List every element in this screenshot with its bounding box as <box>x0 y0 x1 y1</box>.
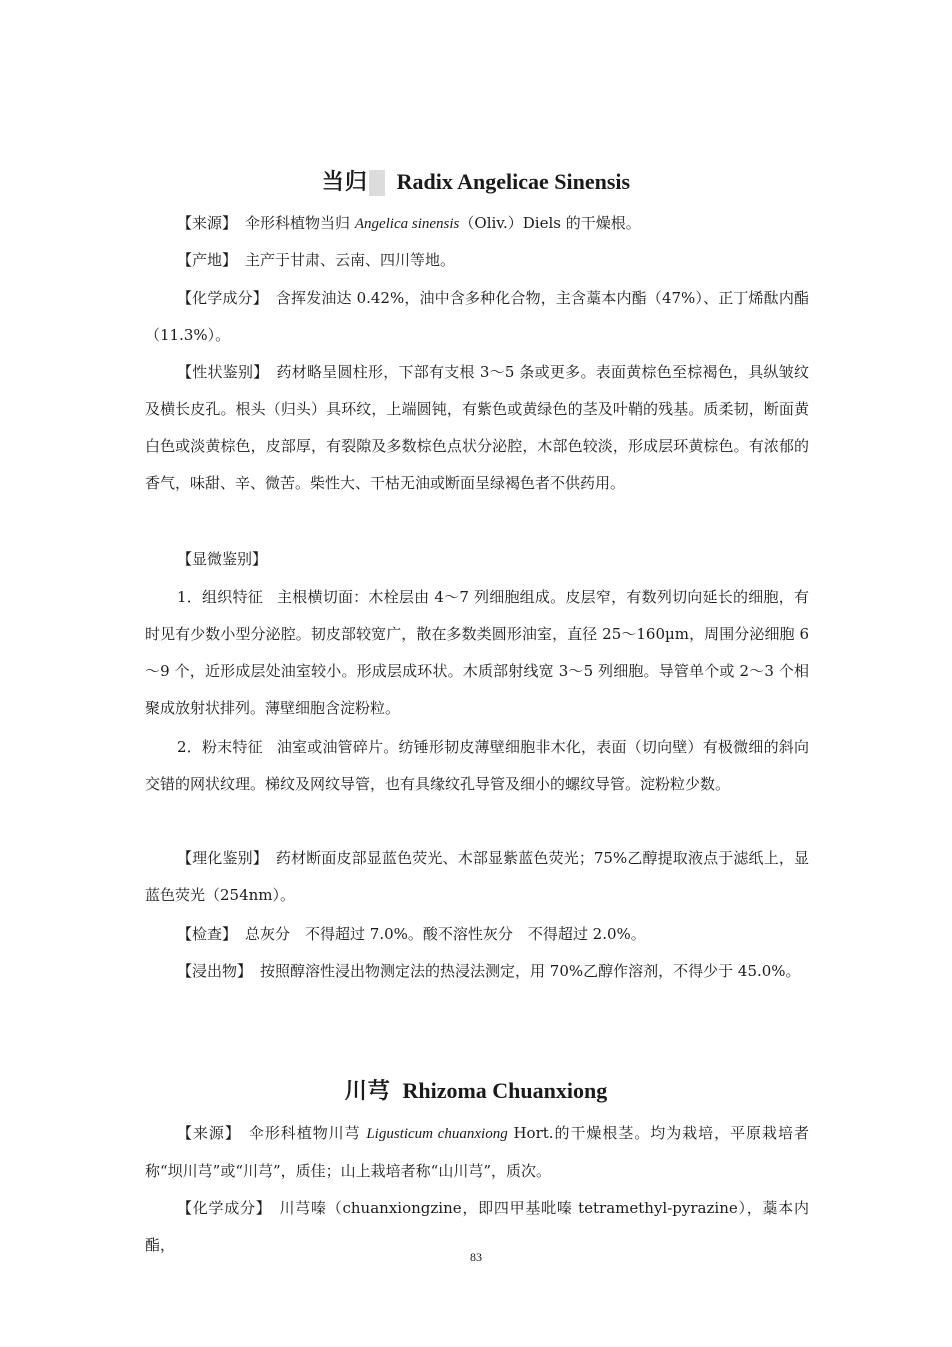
physicochemical-section <box>145 840 809 914</box>
powder-features-paragraph <box>145 729 809 803</box>
subsection-label: 2．粉末特征 <box>177 738 263 756</box>
extractives-section <box>145 953 809 990</box>
title-chinese: 当归 <box>321 169 368 195</box>
source-text: 伞形科植物当归 <box>245 214 351 232</box>
page-number: 83 <box>470 1250 482 1264</box>
section-label: 【浸出物】 <box>177 962 253 980</box>
section-label: 【来源】 <box>177 214 238 232</box>
source-section <box>145 1115 809 1190</box>
inspection-text: 总灰分 不得超过 7.0%。酸不溶性灰分 不得超过 2.0%。 <box>245 925 646 943</box>
microscopic-section-heading <box>145 541 809 578</box>
section-label: 【来源】 <box>177 1124 241 1142</box>
title-latin: Rhizoma Chuanxiong <box>402 1078 608 1103</box>
section-label: 【理化鉴别】 <box>177 849 268 867</box>
origin-text: 主产于甘肃、云南、四川等地。 <box>245 251 456 269</box>
source-text: 伞形科植物川芎 <box>248 1124 361 1142</box>
section-label: 【性状鉴别】 <box>177 363 269 381</box>
entry-title-chuanxiong <box>0 1074 952 1105</box>
tissue-text: 主根横切面：木栓层由 4～7 列细胞组成。皮层窄，有数列切向延长的细胞，有时见有少数小型分泌腔。韧皮部较宽广，散在多数类圆形油室，直径 25～160µm，周围分泌细胞 6～9 个，近形成层处油室较小。形成层成环状。木质部射线宽 3～5 列细胞。导管单个或 2～3 个相聚成放射状排列。薄壁细胞含淀粉粒。 <box>145 588 809 717</box>
section-label: 【化学成分】 <box>177 1199 272 1217</box>
subsection-label: 1．组织特征 <box>177 588 263 606</box>
title-chinese: 川芎 <box>344 1078 391 1104</box>
chemical-text: 含挥发油达 0.42%，油中含多种化合物，主含藁本内酯（47%）、正丁烯酞内酯（11.3%）。 <box>145 289 809 344</box>
source-text-tail: Hort.的干燥根茎。均为栽培，平原栽培者称“坝川芎”或“川芎”，质佳；山上栽培者称“山川芎”，质次。 <box>145 1124 809 1180</box>
highlight-mark <box>369 170 385 196</box>
origin-section <box>145 242 809 279</box>
chemical-composition-section <box>145 280 809 354</box>
powder-text: 油室或油管碎片。纺锤形韧皮薄壁细胞非木化，表面（切向壁）有极微细的斜向交错的网状纹理。梯纹及网纹导管，也有具缘纹孔导管及细小的螺纹导管。淀粉粒少数。 <box>145 738 809 793</box>
tissue-features-paragraph <box>145 579 809 727</box>
inspection-section <box>145 916 809 953</box>
species-name: Ligusticum chuanxiong <box>366 1126 508 1142</box>
extractives-text: 按照醇溶性浸出物测定法的热浸法测定，用 70%乙醇作溶剂，不得少于 45.0%。 <box>260 962 801 980</box>
entry-title-danggui <box>0 165 952 196</box>
title-latin: Radix Angelicae Sinensis <box>396 169 631 194</box>
section-label: 【显微鉴别】 <box>177 550 268 568</box>
section-label: 【化学成分】 <box>177 289 268 307</box>
section-label: 【检查】 <box>177 925 238 943</box>
species-name: Angelica sinensis <box>354 216 460 232</box>
characteristics-text: 药材略呈圆柱形，下部有支根 3～5 条或更多。表面黄棕色至棕褐色，具纵皱纹及横长皮孔。根头（归头）具环纹，上端圆钝，有紫色或黄绿色的茎及叶鞘的残基。质柔韧，断面黄白色或淡黄棕色，皮部厚，有裂隙及多数棕色点状分泌腔，木部色较淡，形成层环黄棕色。有浓郁的香气，味甜、辛、微苦。柴性大、干枯无油或断面呈绿褐色者不供药用。 <box>145 363 809 492</box>
chemical-text: 川芎嗪（chuanxiongzine，即四甲基吡嗪 tetramethyl-pyrazine），藁本内酯， <box>145 1199 809 1254</box>
characteristics-section <box>145 354 809 502</box>
physicochemical-text: 药材断面皮部显蓝色荧光、木部显紫蓝色荧光；75%乙醇提取液点于滤纸上，显蓝色荧光（254nm）。 <box>145 849 809 904</box>
section-label: 【产地】 <box>177 251 238 269</box>
source-text-tail: （Oliv.）Diels 的干燥根。 <box>459 214 641 232</box>
source-section <box>145 205 809 243</box>
